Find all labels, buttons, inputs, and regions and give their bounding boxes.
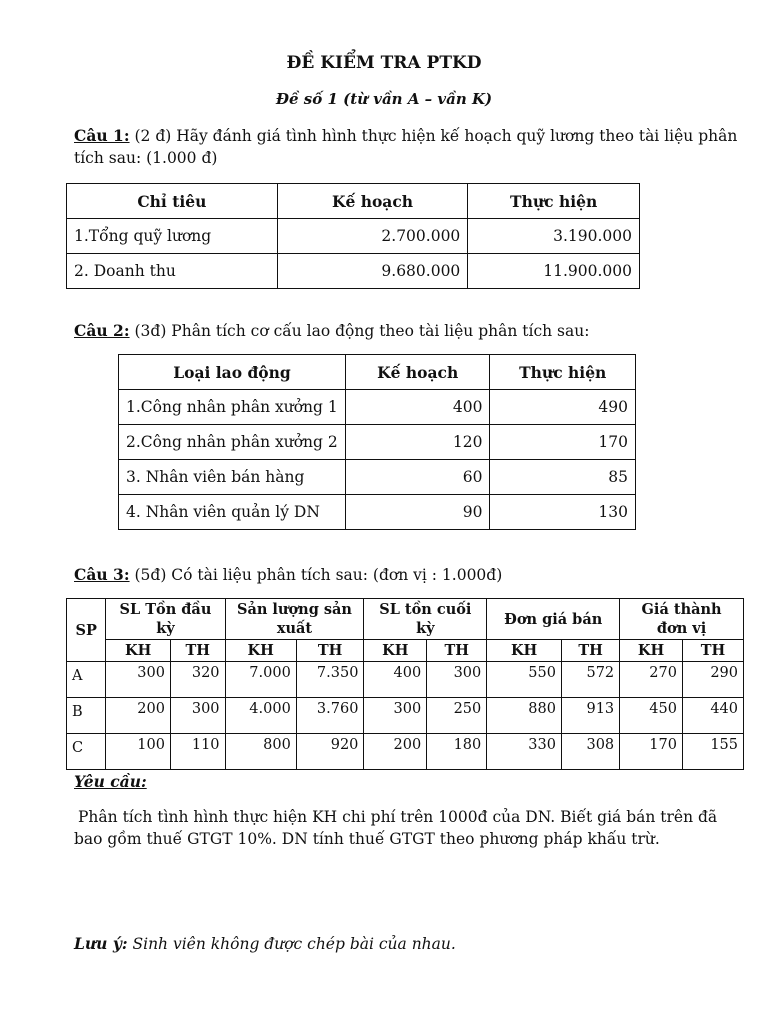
group-header: Giá thành đơn vị [620, 599, 744, 640]
table-cell: 270 [620, 662, 683, 698]
group-header: SL tồn cuối kỳ [364, 599, 487, 640]
table-cell: 11.900.000 [468, 254, 640, 289]
table-cell: 200 [364, 734, 427, 770]
table-cell: 4. Nhân viên quản lý DN [119, 495, 346, 530]
table-cell: 180 [427, 734, 487, 770]
question-1-label: Câu 1: [74, 126, 130, 145]
table-cell: 440 [682, 698, 743, 734]
note-text: Sinh viên không được chép bài của nhau. [127, 935, 456, 953]
group-header: Đơn giá bán [487, 599, 620, 640]
table-cell: 290 [682, 662, 743, 698]
table-cell: 200 [106, 698, 171, 734]
requirement-label: Yêu cầu: [74, 772, 147, 791]
table-header: Kế hoạch [277, 184, 468, 219]
table-question-1 [66, 183, 640, 289]
note [74, 934, 456, 953]
table-cell: 572 [561, 662, 619, 698]
table-cell: 490 [490, 390, 636, 425]
table-cell: 110 [170, 734, 225, 770]
table-cell: 3.190.000 [468, 219, 640, 254]
table-cell: 170 [490, 425, 636, 460]
table-cell: 300 [170, 698, 225, 734]
table-cell: 130 [490, 495, 636, 530]
question-3 [74, 564, 738, 586]
exam-title: ĐỀ KIỂM TRA PTKD [286, 53, 482, 73]
table-cell: 90 [345, 495, 489, 530]
th-header: TH [296, 640, 364, 662]
table-cell: 920 [296, 734, 364, 770]
group-header: Sản lượng sản xuất [225, 599, 364, 640]
table-cell: 7.000 [225, 662, 296, 698]
table-header: Chỉ tiêu [67, 184, 278, 219]
table-cell: 1.Công nhân phân xưởng 1 [119, 390, 346, 425]
table-row [67, 662, 744, 698]
question-2 [74, 320, 738, 342]
table-row [119, 495, 636, 530]
note-label: Lưu ý: [74, 934, 128, 953]
table-cell: 880 [487, 698, 562, 734]
table-cell: 3. Nhân viên bán hàng [119, 460, 346, 495]
table-cell: 330 [487, 734, 562, 770]
table-cell: 4.000 [225, 698, 296, 734]
kh-header: KH [620, 640, 683, 662]
table-header: Thực hiện [468, 184, 640, 219]
table-cell: 2.700.000 [277, 219, 468, 254]
requirement-text: Phân tích tình hình thực hiện KH chi phí trên 1000đ của DN. Biết giá bán trên đã bao gồm thuế GTGT 10%. DN tính thuế GTGT theo phương pháp khấu trừ. [74, 808, 718, 848]
table-cell: 2.Công nhân phân xưởng 2 [119, 425, 346, 460]
table-cell: 3.760 [296, 698, 364, 734]
group-header: SL Tồn đầu kỳ [106, 599, 225, 640]
question-2-text: (3đ) Phân tích cơ cấu lao động theo tài liệu phân tích sau: [129, 322, 590, 340]
table-cell: 100 [106, 734, 171, 770]
table-cell: 250 [427, 698, 487, 734]
kh-header: KH [487, 640, 562, 662]
sp-header: SP [67, 599, 106, 662]
table-header: Kế hoạch [345, 355, 489, 390]
question-1-text: (2 đ) Hãy đánh giá tình hình thực hiện kế hoạch quỹ lương theo tài liệu phân tích sau: (1.000 đ) [74, 127, 738, 167]
table-cell: 300 [106, 662, 171, 698]
question-3-text: (5đ) Có tài liệu phân tích sau: (đơn vị : 1.000đ) [129, 566, 503, 584]
table-row [67, 734, 744, 770]
table-question-2 [118, 354, 636, 530]
table-row [67, 254, 640, 289]
kh-header: KH [364, 640, 427, 662]
table-cell: 120 [345, 425, 489, 460]
exam-subtitle: Đề số 1 (từ vần A – vần K) [275, 90, 493, 108]
table-cell: 300 [364, 698, 427, 734]
table-cell: 550 [487, 662, 562, 698]
th-header: TH [561, 640, 619, 662]
table-cell: 308 [561, 734, 619, 770]
table-cell: 2. Doanh thu [67, 254, 278, 289]
table-cell: 400 [345, 390, 489, 425]
question-2-label: Câu 2: [74, 321, 130, 340]
product-code: B [67, 698, 106, 734]
table-cell: 320 [170, 662, 225, 698]
question-3-label: Câu 3: [74, 565, 130, 584]
table-row [119, 460, 636, 495]
question-1 [74, 125, 738, 169]
table-question-3 [66, 598, 744, 770]
table-row [119, 390, 636, 425]
product-code: C [67, 734, 106, 770]
table-cell: 300 [427, 662, 487, 698]
table-cell: 155 [682, 734, 743, 770]
table-cell: 170 [620, 734, 683, 770]
table-cell: 85 [490, 460, 636, 495]
table-cell: 9.680.000 [277, 254, 468, 289]
table-cell: 450 [620, 698, 683, 734]
table-cell: 1.Tổng quỹ lương [67, 219, 278, 254]
table-row [67, 219, 640, 254]
table-row [119, 425, 636, 460]
table-cell: 60 [345, 460, 489, 495]
table-header: Loại lao động [119, 355, 346, 390]
table-cell: 800 [225, 734, 296, 770]
th-header: TH [427, 640, 487, 662]
th-header: TH [170, 640, 225, 662]
table-cell: 7.350 [296, 662, 364, 698]
table-row [67, 698, 744, 734]
kh-header: KH [106, 640, 171, 662]
kh-header: KH [225, 640, 296, 662]
th-header: TH [682, 640, 743, 662]
table-cell: 400 [364, 662, 427, 698]
table-header: Thực hiện [490, 355, 636, 390]
table-cell: 913 [561, 698, 619, 734]
product-code: A [67, 662, 106, 698]
